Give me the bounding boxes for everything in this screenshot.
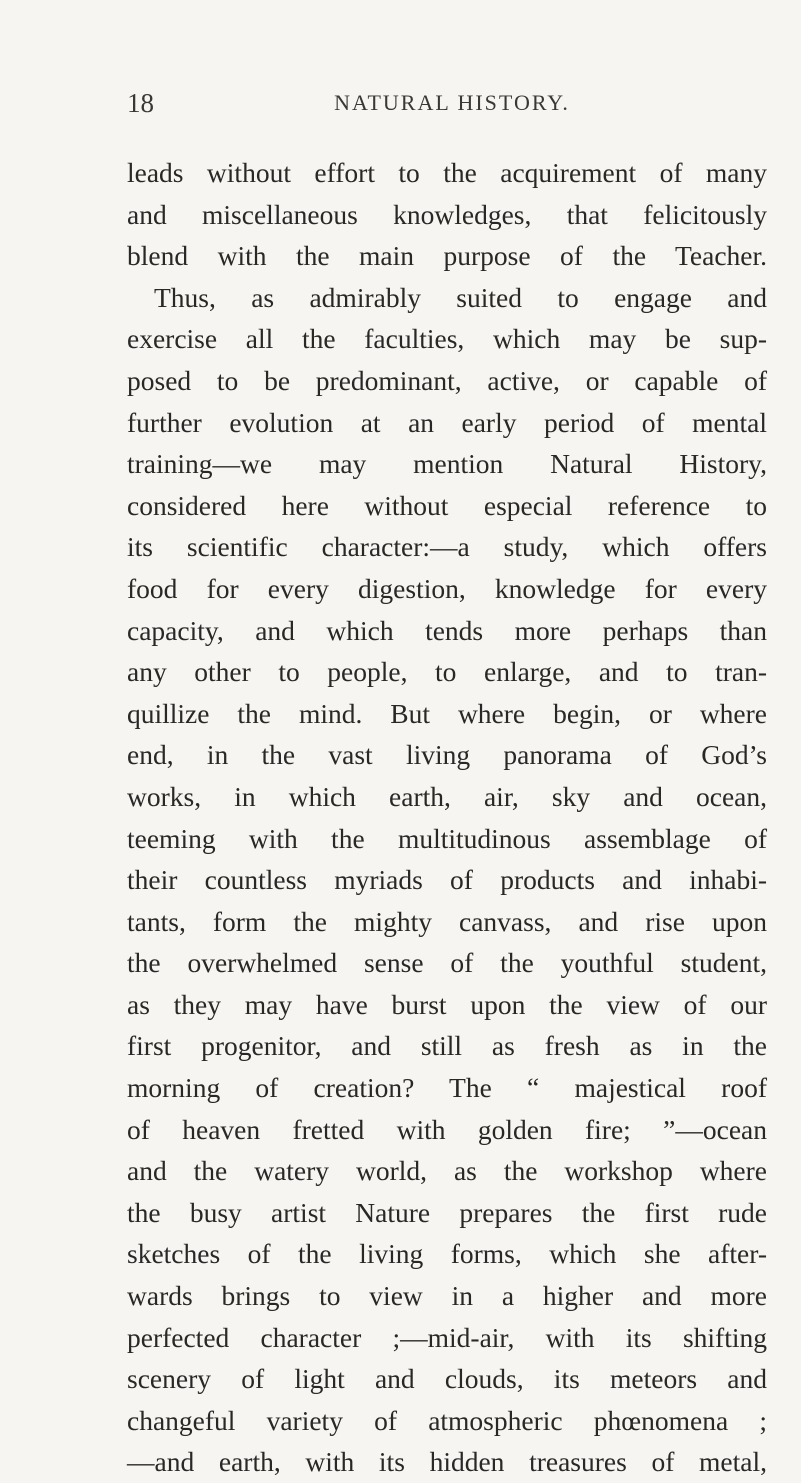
text-line: as they may have burst upon the view of our [127,988,767,1020]
text-line: changeful variety of atmospheric phœnomena ; [127,1404,767,1436]
text-line: Thus, as admirably suited to engage and [154,281,767,313]
text-line: the busy artist Nature prepares the first rude [127,1196,767,1228]
text-line: food for every digestion, knowledge for every [127,572,767,604]
text-line: tants, form the mighty canvass, and rise upon [127,905,767,937]
text-line: the overwhelmed sense of the youthful student, [127,947,767,979]
text-line: posed to be predominant, active, or capable of [127,364,767,396]
text-line: its scientific character:—a study, which offers [127,531,767,563]
running-title: NATURAL HISTORY. [334,90,570,115]
text-line: leads without effort to the acquirement of many [127,157,767,188]
text-line: blend with the main purpose of the Teacher. [127,240,767,272]
running-head [127,88,747,128]
text-line: morning of creation? The “ majestical roof [127,1072,767,1104]
text-line: exercise all the faculties, which may be sup- [127,323,767,355]
text-line: their countless myriads of products and inhabi- [127,864,767,896]
text-line: and miscellaneous knowledges, that felicitously [127,198,767,230]
text-line: end, in the vast living panorama of God’s [127,739,767,771]
text-line: —and earth, with its hidden treasures of metal, [127,1446,767,1478]
text-line: further evolution at an early period of mental [127,406,767,438]
text-line: works, in which earth, air, sky and ocean, [127,780,767,812]
text-line: first progenitor, and still as fresh as in the [127,1030,767,1062]
text-line: any other to people, to enlarge, and to tran- [127,656,767,688]
text-line: quillize the mind. But where begin, or where [127,697,767,729]
text-line: wards brings to view in a higher and more [127,1280,767,1312]
text-line: capacity, and which tends more perhaps than [127,614,767,646]
body-text [127,152,767,1483]
text-line: teeming with the multitudinous assemblage of [127,822,767,854]
text-line: perfected character ;—mid-air, with its shifting [127,1321,767,1353]
text-line: sketches of the living forms, which she after- [127,1238,767,1270]
page-number: 18 [127,88,154,118]
text-line: and the watery world, as the workshop where [127,1155,767,1187]
text-line: training—we may mention Natural History, [127,448,767,480]
text-line: scenery of light and clouds, its meteors and [127,1363,767,1395]
text-line: considered here without especial reference to [127,489,767,521]
text-line: of heaven fretted with golden fire; ”—ocean [127,1113,767,1145]
